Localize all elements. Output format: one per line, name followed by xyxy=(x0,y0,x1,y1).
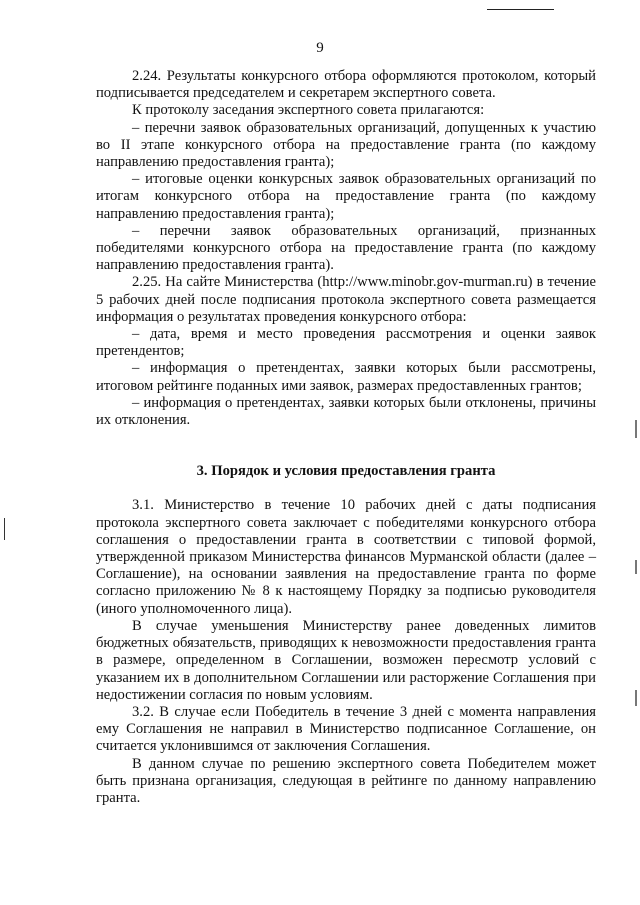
list-item: – информация о претендентах, заявки которых были рассмотрены, итоговом рейтинге поданных ими заявок, размерах предоставленных грантов; xyxy=(96,360,596,394)
paragraph: 3.1. Министерство в течение 10 рабочих дней с даты подписания протокола экспертного совета заключает с победителями конкурсного отбора соглашения о предоставлении гранта в соответствии с типовой формой, утвержденной приказом Министерства финансов Мурманской области (далее – Соглашение), на основании заявления на предоставление гранта по форме согласно приложению № 8 к настоящему Порядку за подписью руководителя (иного уполномоченного лица). xyxy=(96,497,596,617)
document-body xyxy=(96,68,596,807)
list-item: – перечни заявок образовательных организаций, допущенных к участию во II этапе конкурсного отбора на предоставление гранта (по каждому направлению предоставления гранта); xyxy=(96,119,596,171)
paragraph: В случае уменьшения Министерству ранее доведенных лимитов бюджетных обязательств, приводящих к невозможности предоставления гранта в размере, определенном в Соглашении, возможен пересмотр условий с указанием их в дополнительном Соглашении или расторжение Соглашения при недостижении согласия по новым условиям. xyxy=(96,617,596,703)
list-item: – информация о претендентах, заявки которых были отклонены, причины их отклонения. xyxy=(96,394,596,429)
paragraph: 2.24. Результаты конкурсного отбора оформляются протоколом, который подписывается председателем и секретарем экспертного совета. xyxy=(96,68,596,102)
page-number: 9 xyxy=(316,40,324,56)
right-scan-mark xyxy=(635,690,637,706)
right-scan-mark xyxy=(635,420,637,438)
left-scan-mark xyxy=(4,518,5,540)
list-item: – перечни заявок образовательных организаций, признанных победителями конкурсного отбора на предоставление гранта (по каждому направлению предоставления гранта). xyxy=(96,222,596,274)
paragraph: 2.25. На сайте Министерства (http://www.minobr.gov-murman.ru) в течение 5 рабочих дней после подписания протокола экспертного совета размещается информация о результатах проведения конкурсного отбора: xyxy=(96,274,596,325)
paragraph: К протоколу заседания экспертного совета прилагаются: xyxy=(132,102,485,119)
paragraph: 3.2. В случае если Победитель в течение 3 дней с момента направления ему Соглашения не направил в Министерство подписанное Соглашение, он считается уклонившимся от заключения Соглашения. xyxy=(96,703,596,755)
paragraph: В данном случае по решению экспертного совета Победителем может быть признана организация, следующая в рейтинге по данному направлению гранта. xyxy=(96,755,596,806)
list-item: – итоговые оценки конкурсных заявок образовательных организаций по итогам конкурсного отбора на предоставление гранта (по каждому направлению предоставления гранта); xyxy=(96,171,596,222)
top-rule-line xyxy=(487,9,554,10)
list-item: – дата, время и место проведения рассмотрения и оценки заявок претендентов; xyxy=(96,326,596,360)
section-heading: 3. Порядок и условия предоставления гранта xyxy=(196,463,496,480)
right-scan-mark xyxy=(635,560,637,574)
